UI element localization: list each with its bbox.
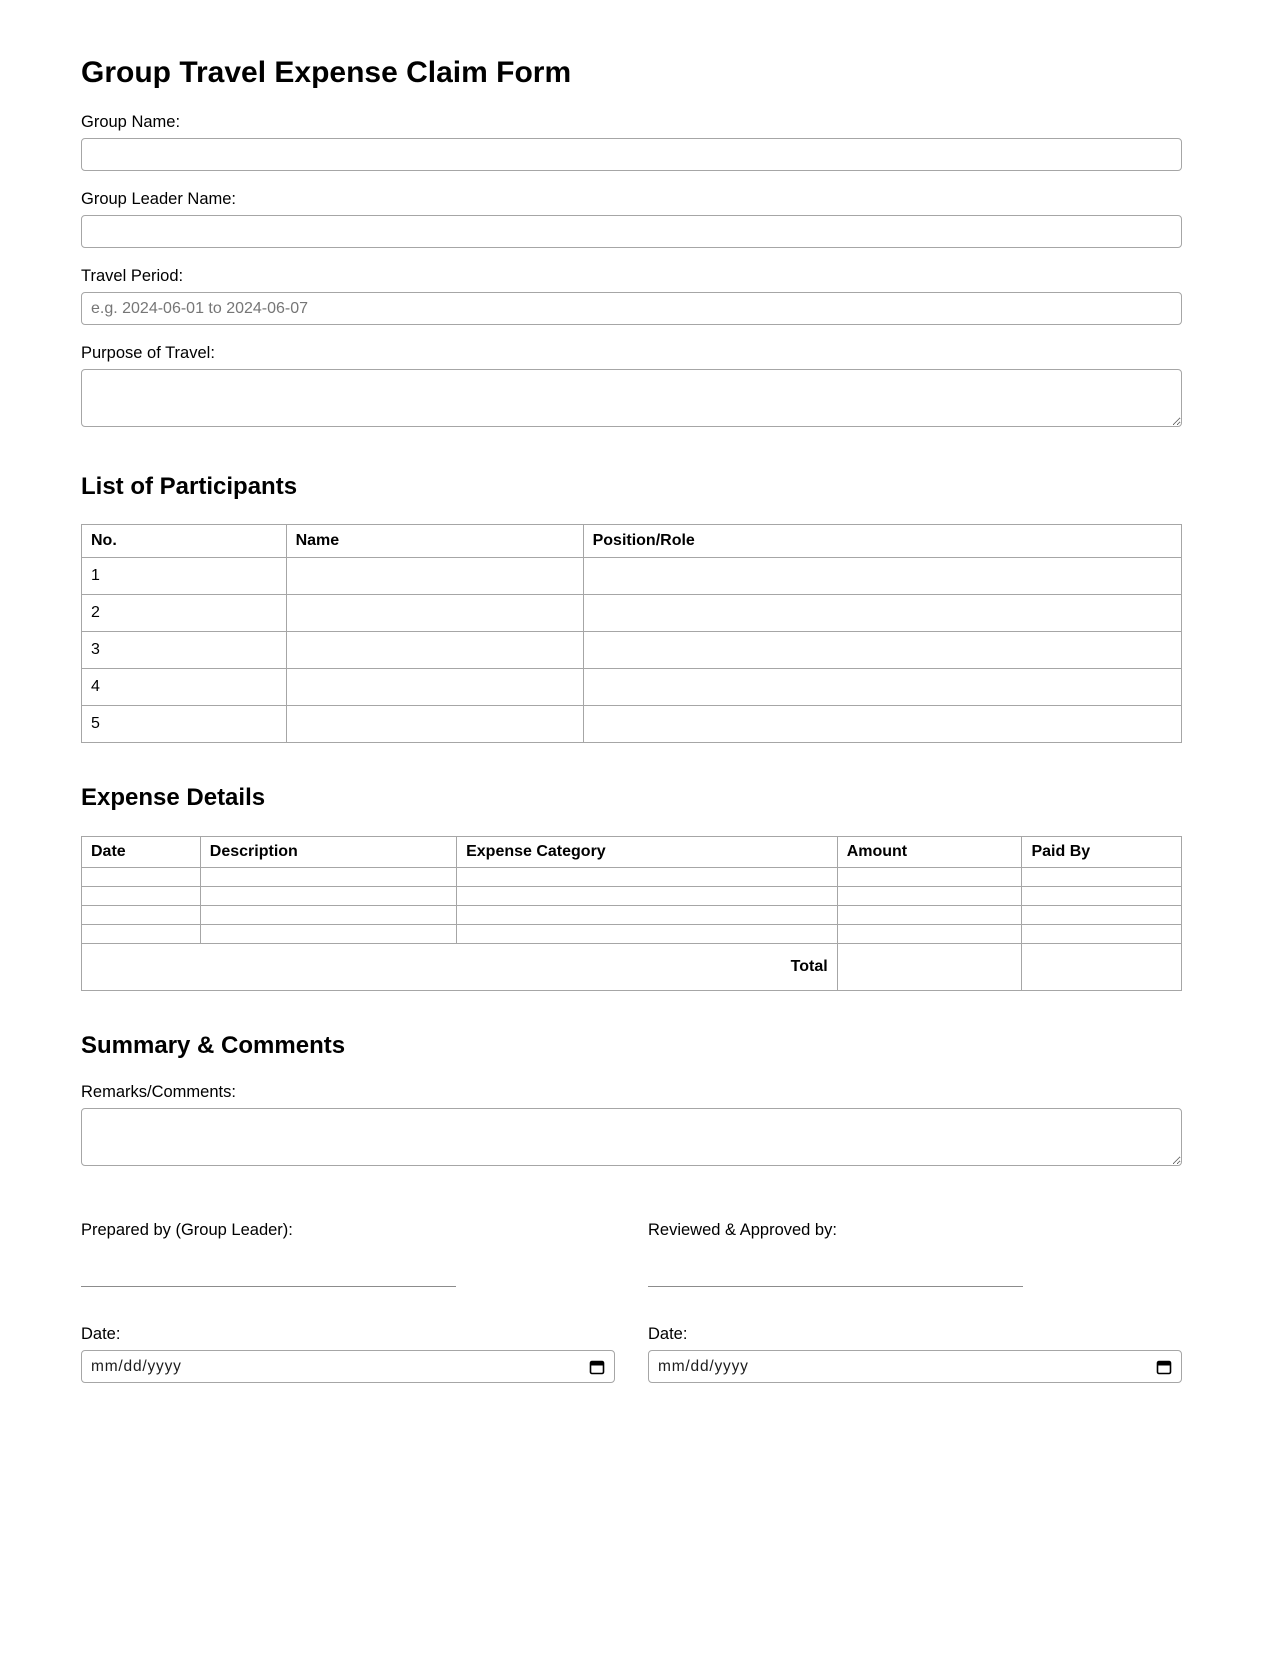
prepared-by-label: Prepared by (Group Leader): xyxy=(81,1221,293,1240)
expense-claim-form xyxy=(81,0,1182,1653)
expense-amount-cell xyxy=(837,867,1022,886)
expense-description-cell xyxy=(200,867,456,886)
participants-table xyxy=(81,524,1182,743)
prepared-date-input[interactable] xyxy=(81,1350,615,1383)
expense-paidby-cell xyxy=(1022,867,1182,886)
participant-role xyxy=(583,706,1181,743)
participant-role xyxy=(583,669,1181,706)
participant-no: 5 xyxy=(82,706,287,743)
calendar-icon[interactable] xyxy=(1156,1359,1172,1375)
participant-no: 1 xyxy=(82,558,287,595)
prepared-by-block xyxy=(81,1221,615,1383)
remarks-textarea[interactable] xyxy=(81,1108,1182,1166)
page-title: Group Travel Expense Claim Form xyxy=(81,56,572,89)
purpose-textarea[interactable] xyxy=(81,369,1182,427)
travel-period-field xyxy=(81,267,1182,325)
calendar-icon[interactable] xyxy=(589,1359,605,1375)
expense-amount-cell xyxy=(837,924,1022,943)
remarks-label: Remarks/Comments: xyxy=(81,1083,236,1102)
expenses-col-paidby: Paid By xyxy=(1022,836,1182,867)
travel-period-label: Travel Period: xyxy=(81,267,184,285)
expense-date-cell xyxy=(82,886,201,905)
expense-category-cell xyxy=(457,886,838,905)
reviewed-by-label: Reviewed & Approved by: xyxy=(648,1221,837,1240)
reviewed-date-label: Date: xyxy=(648,1325,688,1344)
summary-heading: Summary & Comments xyxy=(81,1031,346,1059)
expenses-header-row xyxy=(82,836,1182,867)
expense-date-cell xyxy=(82,905,201,924)
group-leader-field xyxy=(81,190,1182,248)
participants-col-no: No. xyxy=(82,525,287,558)
expense-paidby-cell xyxy=(1022,924,1182,943)
participant-name xyxy=(286,595,583,632)
participant-name xyxy=(286,669,583,706)
participant-role xyxy=(583,558,1181,595)
participants-col-name: Name xyxy=(286,525,583,558)
expense-amount-cell xyxy=(837,905,1022,924)
participant-name xyxy=(286,558,583,595)
participants-col-role: Position/Role xyxy=(583,525,1181,558)
participants-header-row xyxy=(82,525,1182,558)
expense-category-cell xyxy=(457,905,838,924)
participant-name xyxy=(286,706,583,743)
participants-heading: List of Participants xyxy=(81,473,298,500)
expenses-col-amount: Amount xyxy=(837,836,1022,867)
expense-category-cell xyxy=(457,867,838,886)
expense-total-row xyxy=(82,943,1182,990)
reviewed-by-signature-line xyxy=(648,1286,1023,1287)
expense-paidby-cell xyxy=(1022,886,1182,905)
expense-total-label: Total xyxy=(82,943,838,990)
reviewed-by-block xyxy=(648,1221,1182,1383)
expense-row xyxy=(82,905,1182,924)
participant-no: 4 xyxy=(82,669,287,706)
expense-description-cell xyxy=(200,886,456,905)
group-name-input[interactable] xyxy=(81,138,1182,171)
group-name-field xyxy=(81,113,1182,171)
expenses-table xyxy=(81,836,1182,991)
prepared-by-signature-line xyxy=(81,1286,456,1287)
purpose-field xyxy=(81,344,1182,432)
signature-section xyxy=(81,1221,1182,1383)
expenses-col-category: Expense Category xyxy=(457,836,838,867)
expense-total-paidby-cell xyxy=(1022,943,1182,990)
expense-category-cell xyxy=(457,924,838,943)
expense-date-cell xyxy=(82,924,201,943)
prepared-date-placeholder: mm/dd/yyyy xyxy=(91,1357,182,1375)
expenses-col-description: Description xyxy=(200,836,456,867)
expense-row xyxy=(82,867,1182,886)
reviewed-date-input[interactable] xyxy=(648,1350,1182,1383)
group-leader-input[interactable] xyxy=(81,215,1182,248)
participant-no: 2 xyxy=(82,595,287,632)
group-name-label: Group Name: xyxy=(81,113,181,131)
expense-description-cell xyxy=(200,905,456,924)
participant-row xyxy=(82,669,1182,706)
participant-row xyxy=(82,558,1182,595)
participant-role xyxy=(583,632,1181,669)
expenses-col-date: Date xyxy=(82,836,201,867)
purpose-label: Purpose of Travel: xyxy=(81,344,215,362)
expense-description-cell xyxy=(200,924,456,943)
remarks-field xyxy=(81,1083,1182,1171)
reviewed-date-placeholder: mm/dd/yyyy xyxy=(658,1357,749,1375)
expense-row xyxy=(82,886,1182,905)
participant-row xyxy=(82,632,1182,669)
expense-total-amount-cell xyxy=(837,943,1022,990)
group-leader-label: Group Leader Name: xyxy=(81,190,237,208)
expense-date-cell xyxy=(82,867,201,886)
prepared-date-label: Date: xyxy=(81,1325,121,1344)
participant-row xyxy=(82,595,1182,632)
participant-name xyxy=(286,632,583,669)
participant-role xyxy=(583,595,1181,632)
expense-amount-cell xyxy=(837,886,1022,905)
participant-no: 3 xyxy=(82,632,287,669)
expenses-heading: Expense Details xyxy=(81,784,266,812)
expense-paidby-cell xyxy=(1022,905,1182,924)
participant-row xyxy=(82,706,1182,743)
travel-period-input[interactable] xyxy=(81,292,1182,325)
expense-row xyxy=(82,924,1182,943)
